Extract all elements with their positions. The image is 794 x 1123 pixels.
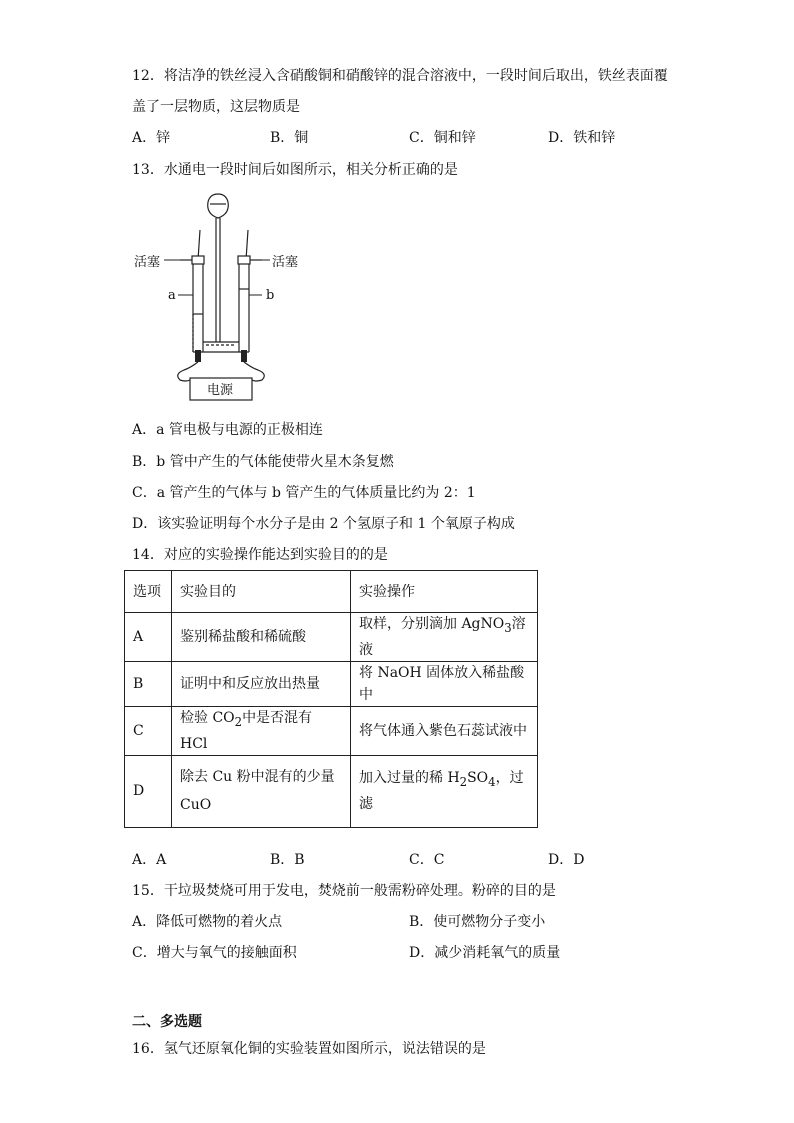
- row-goal: 鉴别稀盐酸和稀硫酸: [172, 613, 351, 662]
- section-title: 二、多选题: [132, 1014, 202, 1030]
- table-header-row: [125, 571, 538, 613]
- electrolysis-apparatus-diagram: [130, 192, 310, 404]
- q13-option-b: B．b 管中产生的气体能使带火星木条复燃: [132, 454, 394, 470]
- q12-option-c: C．铜和锌: [409, 130, 476, 146]
- op-subscript: 4: [488, 774, 496, 789]
- right-valve-label: 活塞: [272, 254, 299, 269]
- op-text: ，过滤: [359, 770, 524, 812]
- row-goal: 证明中和反应放出热量: [172, 661, 351, 706]
- op-subscript: 3: [504, 620, 512, 635]
- q14-option-c: C．C: [409, 852, 445, 868]
- left-valve-label: 活塞: [134, 254, 161, 269]
- op-text: 溶液: [359, 616, 526, 658]
- header-operation: 实验操作: [351, 571, 538, 613]
- table-row: [125, 661, 538, 706]
- row-operation: [351, 755, 538, 827]
- q14-option-a: A．A: [132, 852, 167, 868]
- tube-a: [193, 230, 203, 352]
- q12-option-d: D．铁和锌: [548, 130, 616, 146]
- row-option: B: [125, 661, 172, 706]
- goal-line1: 除去 Cu 粉中混有的少量: [180, 769, 335, 786]
- q15-option-b: B．使可燃物分子变小: [409, 914, 546, 930]
- q12-option-b: B．铜: [270, 130, 309, 146]
- op-text: 取样，分别滴加 AgNO: [359, 616, 505, 632]
- row-operation: 将气体通入紫色石蕊试液中: [351, 706, 538, 755]
- q15-stem: 15．干垃圾焚烧可用于发电，焚烧前一般需粉碎处理。粉碎的目的是: [132, 883, 556, 899]
- row-option: C: [125, 706, 172, 755]
- q13-option-d: D．该实验证明每个水分子是由 2 个氢原子和 1 个氧原子构成: [132, 516, 515, 532]
- q13-stem: 13．水通电一段时间后如图所示，相关分析正确的是: [132, 162, 458, 178]
- q12-stem-line1: 12．将洁净的铁丝浸入含硝酸铜和硝酸锌的混合溶液中，一段时间后取出，铁丝表面覆: [132, 68, 668, 84]
- op-text: SO: [467, 770, 489, 787]
- tube-a-label: a: [168, 288, 176, 303]
- tube-b-label: b: [266, 288, 275, 303]
- q14-stem: 14．对应的实验操作能达到实验目的的是: [132, 547, 388, 563]
- q16-stem: 16．氢气还原氧化铜的实验装置如图所示，说法错误的是: [132, 1041, 486, 1057]
- table-row: [125, 755, 538, 827]
- op-text: 加入过量的稀 H: [359, 770, 460, 787]
- header-goal: 实验目的: [172, 571, 351, 613]
- goal-text: 中是否混有 HCl: [180, 709, 313, 752]
- table-row: [125, 706, 538, 755]
- left-valve: [180, 256, 204, 264]
- q12-stem-line2: 盖了一层物质，这层物质是: [132, 99, 300, 115]
- q13-option-a: A．a 管电极与电源的正极相连: [132, 422, 323, 438]
- q12-option-a: A．锌: [132, 130, 171, 146]
- q15-option-c: C．增大与氧气的接触面积: [132, 945, 297, 961]
- goal-subscript: 2: [234, 714, 243, 729]
- right-valve: [238, 256, 262, 264]
- tube-b: [239, 230, 249, 352]
- q14-option-b: B．B: [270, 852, 305, 868]
- row-option: A: [125, 613, 172, 662]
- q15-option-a: A．降低可燃物的着火点: [132, 914, 283, 930]
- connecting-tube: [193, 342, 249, 352]
- q13-option-c: C．a 管产生的气体与 b 管产生的气体质量比约为 2：1: [132, 485, 476, 501]
- row-operation: 将 NaOH 固体放入稀盐酸中: [351, 661, 538, 706]
- goal-line2: CuO: [180, 797, 212, 814]
- reservoir-funnel: [208, 194, 229, 342]
- power-source-label: 电源: [206, 382, 234, 397]
- row-option: D: [125, 755, 172, 827]
- experiment-table: [124, 570, 538, 828]
- row-goal: [172, 706, 351, 755]
- goal-text: 检验 CO: [180, 709, 235, 726]
- op-subscript: 2: [459, 774, 468, 789]
- header-option: 选项: [125, 571, 172, 613]
- row-goal: [172, 755, 351, 827]
- q14-option-d: D．D: [548, 852, 585, 868]
- row-operation: [351, 613, 538, 662]
- table-row: [125, 613, 538, 662]
- q15-option-d: D．减少消耗氧气的质量: [409, 945, 561, 961]
